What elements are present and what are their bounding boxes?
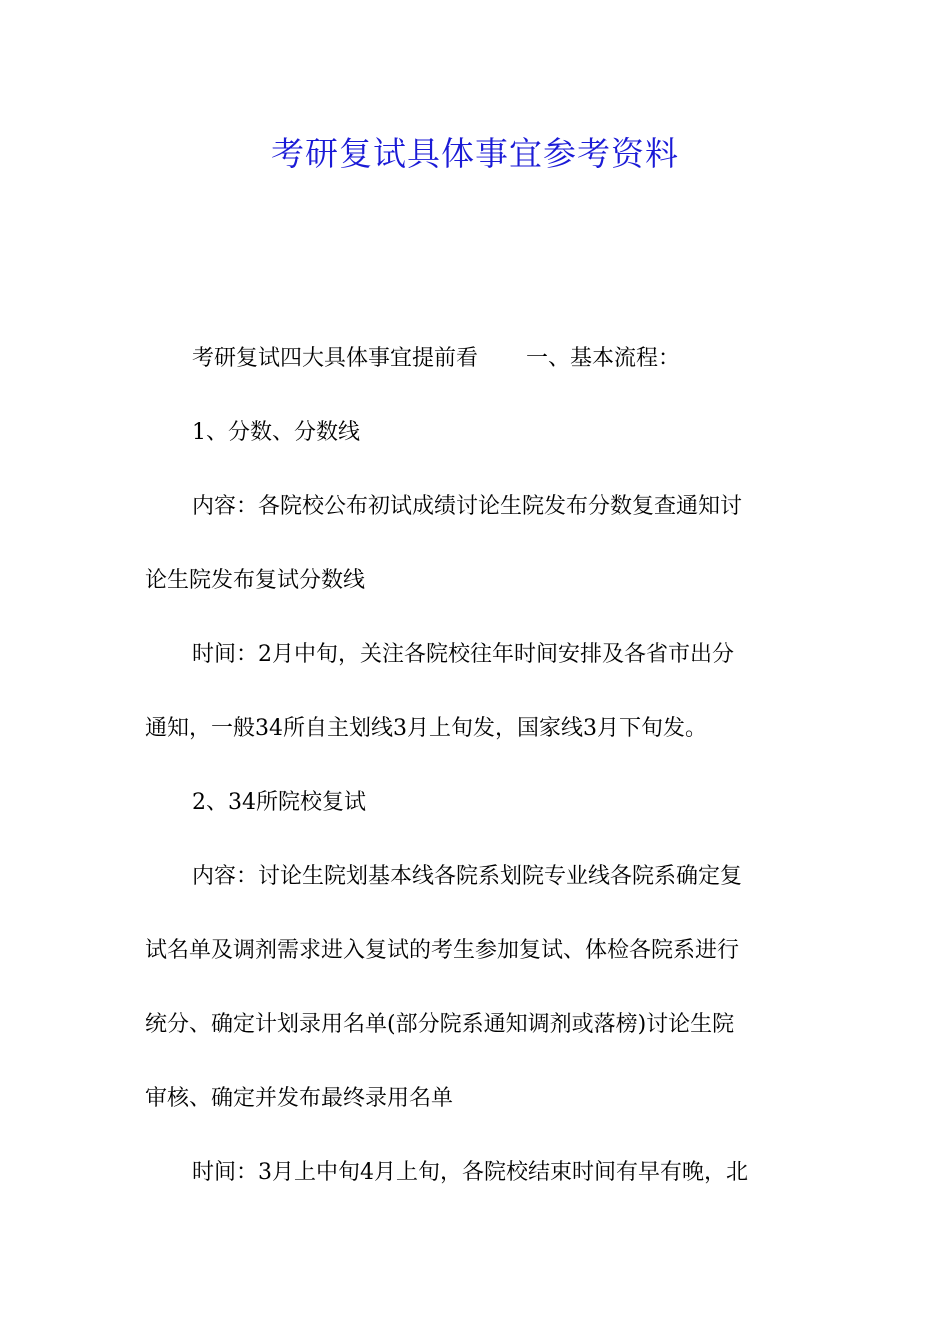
paragraph-line: 时间：2月中旬，关注各院校往年时间安排及各省市出分 [192, 642, 734, 667]
subsection-heading-2: 2、34所院校复试 [192, 790, 366, 815]
document-title: 考研复试具体事宜参考资料 [271, 134, 679, 173]
document-body [145, 336, 807, 1224]
section-heading: 一、基本流程： [526, 346, 681, 371]
paragraph-line: 论生院发布复试分数线 [145, 568, 366, 593]
subsection-heading-1: 1、分数、分数线 [192, 420, 360, 445]
paragraph-line: 试名单及调剂需求进入复试的考生参加复试、体检各院系进行 [145, 938, 740, 963]
paragraph-line: 统分、确定计划录用名单(部分院系通知调剂或落榜)讨论生院 [145, 1012, 735, 1037]
intro-paragraph [145, 336, 807, 410]
paragraph-line: 内容：各院校公布初试成绩讨论生院发布分数复查通知讨 [192, 494, 743, 519]
paragraph-line: 通知，一般34所自主划线3月上旬发，国家线3月下旬发。 [145, 716, 707, 741]
paragraph-line: 内容：讨论生院划基本线各院系划院专业线各院系确定复 [192, 864, 743, 889]
intro-lead: 考研复试四大具体事宜提前看 [192, 346, 479, 371]
paragraph-line: 时间：3月上中旬4月上旬，各院校结束时间有早有晚，北 [192, 1160, 748, 1185]
paragraph-line: 审核、确定并发布最终录用名单 [145, 1086, 454, 1111]
